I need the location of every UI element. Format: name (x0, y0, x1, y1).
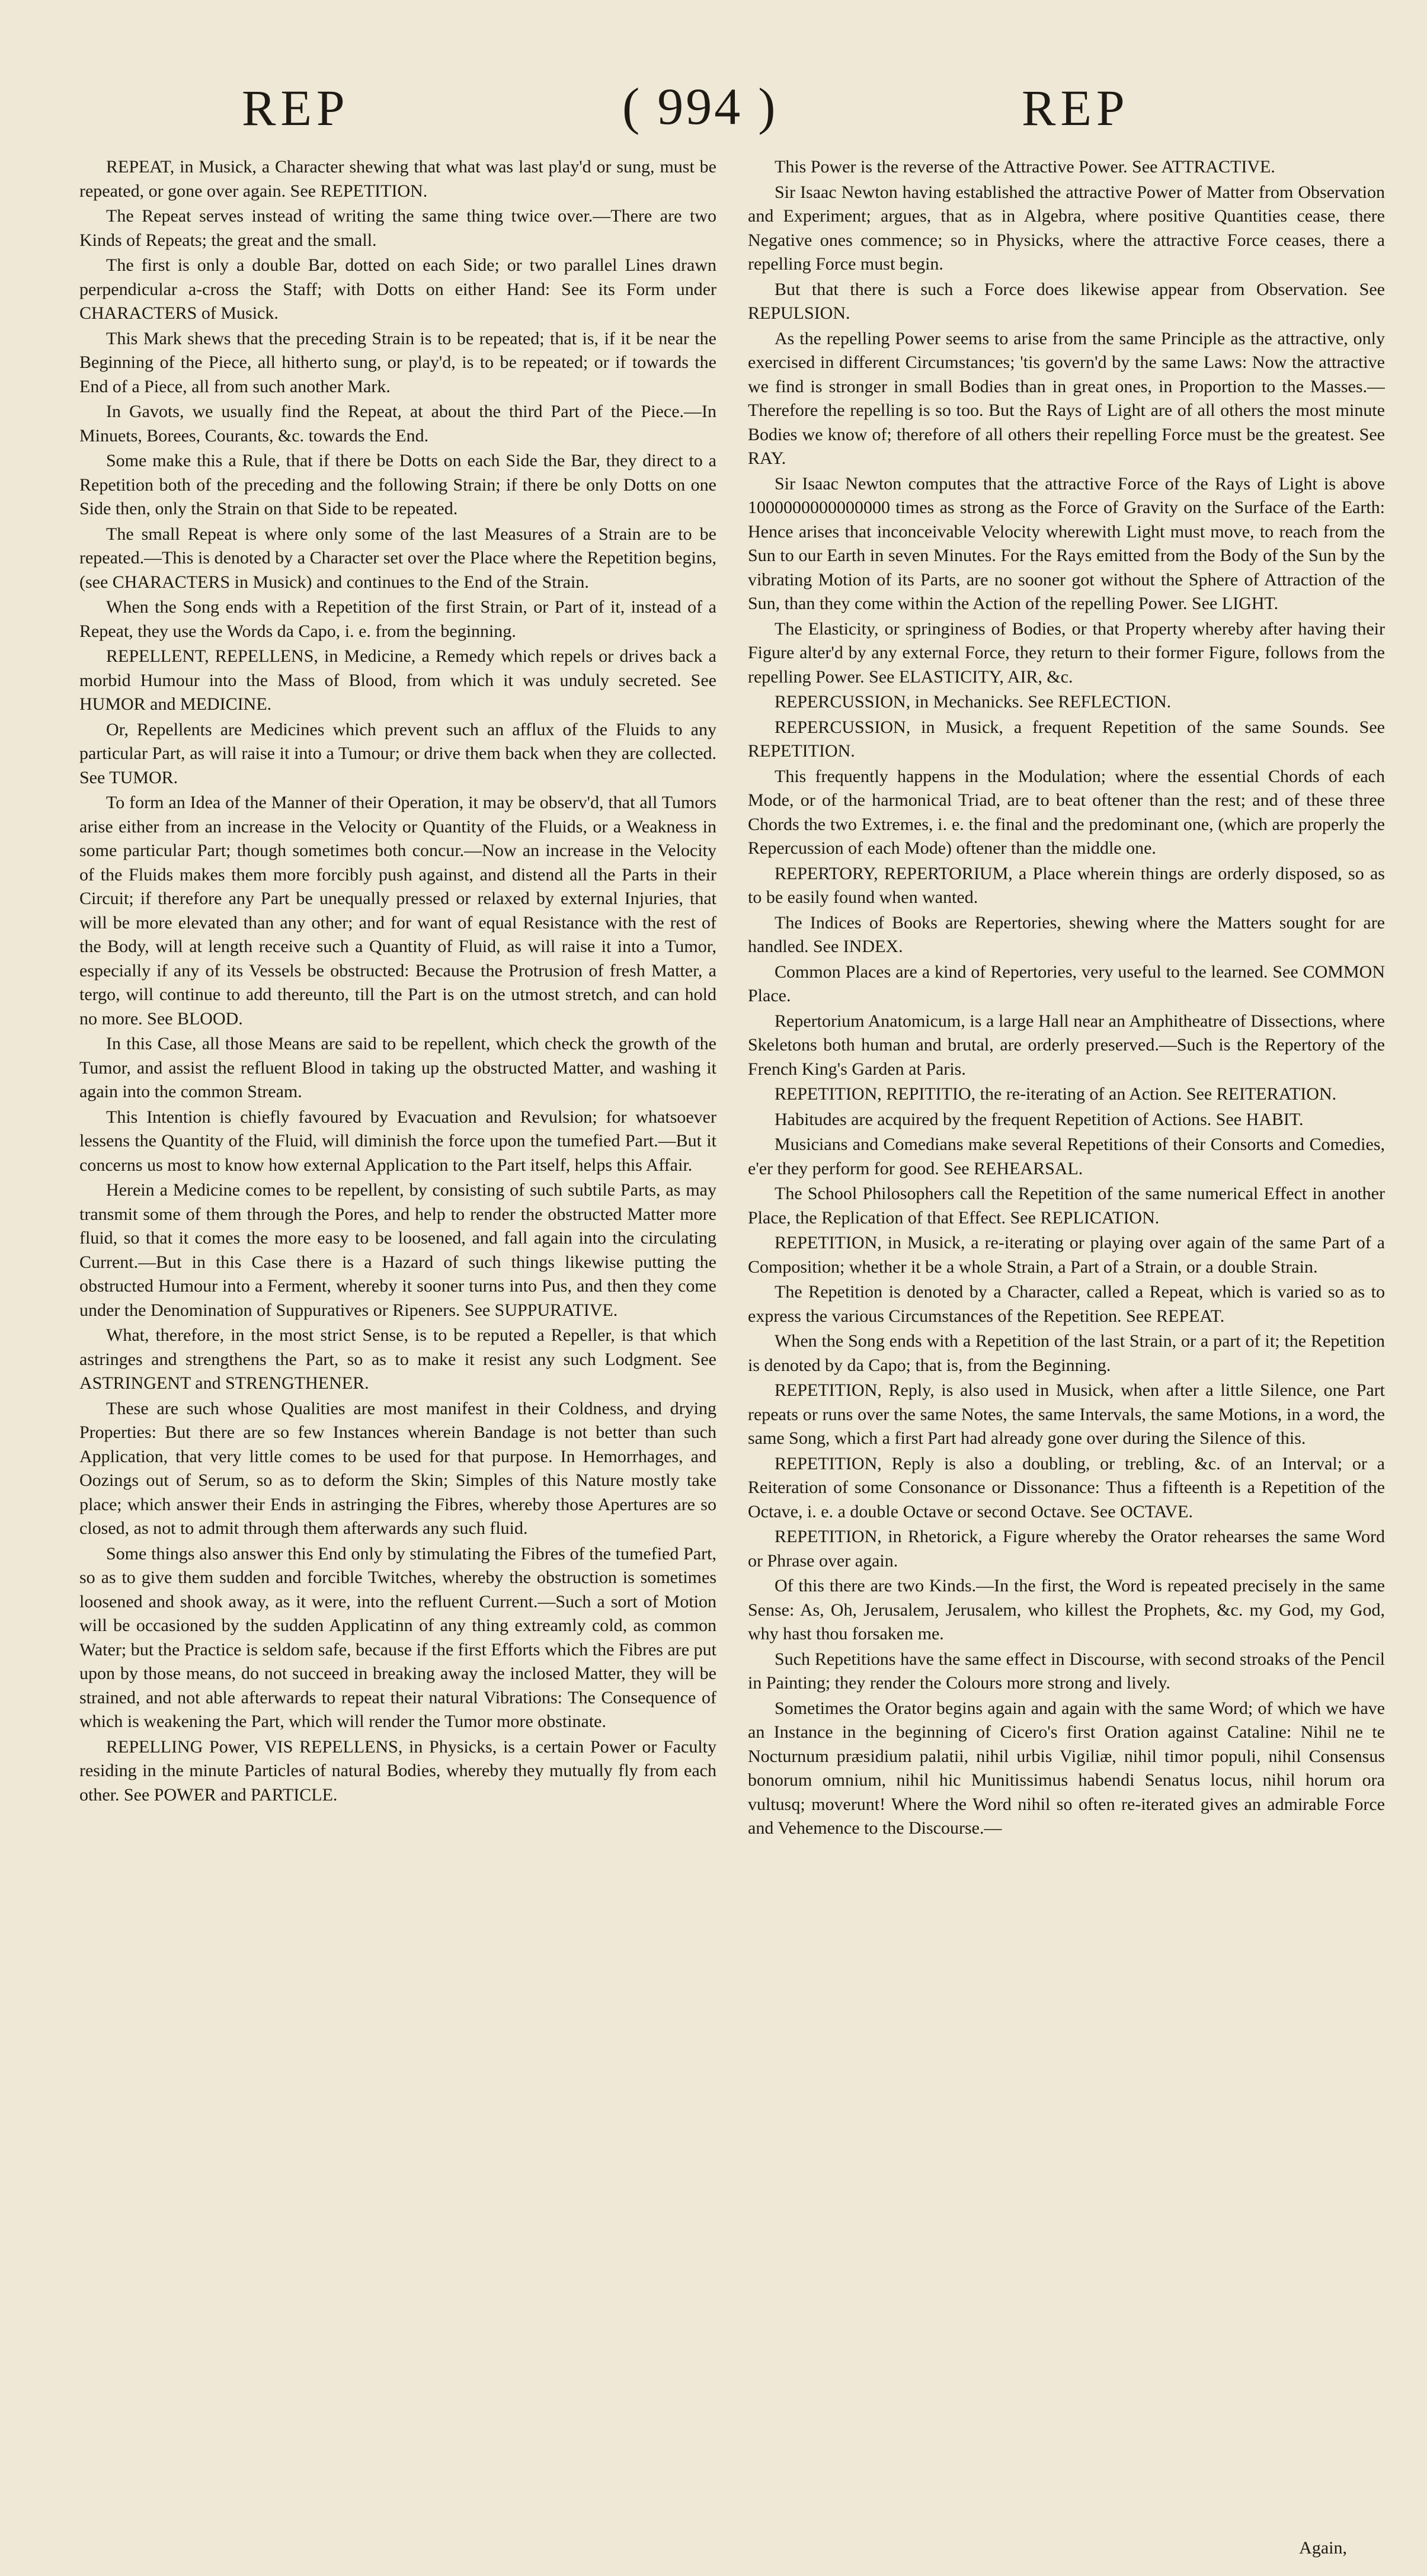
paragraph: REPERTORY, REPERTORIUM, a Place wherein things are orderly disposed, so as to be easily found when wanted. (748, 863, 1385, 907)
paragraph: This Power is the reverse of the Attractive Power. See ATTRACTIVE. (775, 157, 1275, 177)
paragraph: Sir Isaac Newton having established the attractive Power of Matter from Observation and Experiment; argues, that as in Algebra, where positive Quantities cease, there Negative ones commence; so in Physicks, where the attractive Force ceases, there a repelling Force must begin. (748, 182, 1385, 274)
paragraph: As the repelling Power seems to arise from the same Principle as the attractive, only exercised in different Circumstances; 'tis govern'd by the same Laws: Now the attractive we find is stronger in small Bodies than in great ones, in Proportion to the Masses.—Therefore the repelling is so too. But the Rays of Light are of all others the most minute Bodies we know of; therefore of all others their repelling Force must be the greatest. See RAY. (748, 328, 1385, 468)
paragraph: The Indices of Books are Repertories, shewing where the Matters sought for are handled. See INDEX. (748, 912, 1385, 956)
paragraph: This Intention is chiefly favoured by Evacuation and Revulsion; for whatsoever lessens the Quantity of the Fluid, will diminish the force upon the tumefied Part.—But it concerns us most to know how external Application to the Part itself, helps this Affair. (79, 1107, 716, 1175)
paragraph: Of this there are two Kinds.—In the first, the Word is repeated precisely in the same Sense: As, Oh, Jerusalem, Jerusalem, who killest the Prophets, &c. my God, my God, why hast thou forsaken me. (748, 1576, 1385, 1643)
running-head-left: REP (242, 79, 350, 136)
paragraph: The first is only a double Bar, dotted on each Side; or two parallel Lines drawn perpendicular a-cross the Staff; with Dotts on either Hand: See its Form under CHARACTERS of Musick. (79, 255, 716, 323)
paragraph: Some things also answer this End only by stimulating the Fibres of the tumefied Part, so as to give them sudden and forcible Twitches, whereby the obstruction is sometimes loosened and shook away, as it were, into the refluent Current.—Such a sort of Motion will be occasioned by the sudden Applicatinn of any thing extreamly cold, as common Water; but the Practice is seldom safe, because if the first Efforts which the Fibres are put upon by those means, do not succeed in breaking away the inclosed Matter, they will be strained, and not able afterwards to repeat their natural Vibrations: The Consequence of which is weakening the Part, which will render the Tumor more obstinate. (79, 1543, 716, 1731)
paragraph: REPEAT, in Musick, a Character shewing that what was last play'd or sung, must be repeated, or gone over again. See REPETITION. (79, 157, 716, 201)
paragraph: The Elasticity, or springiness of Bodies, or that Property whereby after having their Figure alter'd by any external Force, they return to their former Figure, follows from the repelling Power. See ELASTICITY, AIR, &c. (748, 619, 1385, 687)
paragraph: REPETITION, in Musick, a re-iterating or playing over again of the same Part of a Composition; whether it be a whole Strain, a Part of a Strain, or a double Strain. (748, 1233, 1385, 1277)
paragraph: Musicians and Comedians make several Repetitions of their Consorts and Comedies, e'er they perform for good. See REHEARSAL. (748, 1135, 1385, 1178)
paragraph: REPETITION, REPITITIO, the re-iterating of an Action. See REITERATION. (775, 1084, 1337, 1104)
paragraph: Repertorium Anatomicum, is a large Hall near an Amphitheatre of Dissections, where Skeletons both human and brutal, are orderly preserved.—Such is the Repertory of the French King's Garden at Paris. (748, 1011, 1385, 1079)
paragraph: REPETITION, Reply is also a doubling, or trebling, &c. of an Interval; or a Reiteration of some Consonance or Dissonance: Thus a fifteenth is a Repetition of the Octave, i. e. a double Octave or second Octave. See OCTAVE. (748, 1453, 1385, 1521)
page-header (0, 71, 1427, 148)
paragraph: But that there is such a Force does likewise appear from Observation. See REPULSION. (748, 279, 1385, 323)
paragraph: The Repeat serves instead of writing the same thing twice over.—There are two Kinds of Repeats; the great and the small. (79, 206, 716, 250)
paragraph: These are such whose Qualities are most manifest in their Coldness, and drying Properties: But there are so few Instances wherein Bandage is not better than such Application, that very little comes to be used for that purpose. In Hemorrhages, and Oozings out of Serum, so as to deform the Skin; Simples of this Nature mostly take place; which answer their Ends in astringing the Fibres, whereby those Apertures are so closed, as not to admit through them afterwards any such fluid. (79, 1398, 716, 1538)
paragraph: When the Song ends with a Repetition of the first Strain, or Part of it, instead of a Repeat, they use the Words da Capo, i. e. from the beginning. (79, 597, 716, 641)
paragraph: What, therefore, in the most strict Sense, is to be reputed a Repeller, is that which astringes and strengthens the Part, so as to make it resist any such Lodgment. See ASTRINGENT and STRENGTHENER. (79, 1325, 716, 1393)
paragraph: Sometimes the Orator begins again and again with the same Word; of which we have an Instance in the beginning of Cicero's first Oration against Cataline: Nihil ne te Nocturnum præsidium palatii, nihil urbis Vigiliæ, nihil timor populi, nihil Consensus bonorum omnium, nihil hic Munitissimus habendi Senatus locus, nihil horum ora vultusq; moverunt! Where the Word nihil so often re-iterated gives an admirable Force and Vehemence to the Discourse.— (748, 1698, 1385, 1838)
running-head-right: REP (1022, 79, 1130, 136)
paragraph: Some make this a Rule, that if there be Dotts on each Side the Bar, they direct to a Repetition both of the preceding and the following Strain; if there be only Dotts on one Side then, only the Strain on that Side to be repeated. (79, 451, 716, 518)
catchword: Again, (1299, 2538, 1347, 2558)
right-column (748, 155, 1385, 2561)
paragraph: REPERCUSSION, in Musick, a frequent Repetition of the same Sounds. See REPETITION. (748, 717, 1385, 761)
paragraph: Such Repetitions have the same effect in Discourse, with second stroaks of the Pencil in Painting; they render the Colours more strong and lively. (748, 1649, 1385, 1693)
paragraph: REPERCUSSION, in Mechanicks. See REFLECTION. (775, 692, 1172, 712)
paragraph: This Mark shews that the preceding Strain is to be repeated; that is, if it be near the Beginning of the Piece, all hitherto sung, or play'd, is to be repeated; or if towards the End of a Piece, all from such another Mark. (79, 328, 716, 396)
paragraph: To form an Idea of the Manner of their Operation, it may be observ'd, that all Tumors arise either from an increase in the Velocity or Quantity of the Fluids, or a Weakness in some particular Part; though sometimes both concur.—Now an increase in the Velocity of the Fluids makes them more forcibly push against, and distend all the Parts in their Circuit; if therefore any Part be unequally pressed or relaxed by external Injuries, that will be more elevated than any other; and for want of equal Resistance with the rest of the Body, will at length receive such a Quantity of Fluid, as will raise it into a Tumor, especially if any of its Vessels be obstructed: Because the Protrusion of fresh Matter, a tergo, will continue to add thereunto, till the Part is on the utmost stretch, and can hold no more. See BLOOD. (79, 793, 716, 1029)
paragraph: The School Philosophers call the Repetition of the same numerical Effect in another Place, the Replication of that Effect. See REPLICATION. (748, 1184, 1385, 1228)
paragraph: REPETITION, in Rhetorick, a Figure whereby the Orator rehearses the same Word or Phrase over again. (748, 1527, 1385, 1571)
paragraph: When the Song ends with a Repetition of the last Strain, or a part of it; the Repetition is denoted by da Capo; that is, from the Beginning. (748, 1331, 1385, 1375)
paragraph: In this Case, all those Means are said to be repellent, which check the growth of the Tumor, and assist the refluent Blood in taking up the obstructed Matter, and washing it again into the common Stream. (79, 1034, 716, 1101)
paragraph: Herein a Medicine comes to be repellent, by consisting of such subtile Parts, as may transmit some of them through the Pores, and help to render the obstructed Matter more fluid, so that it comes the more easy to be loosened, and fall again into the circulating Current.—But in this Case there is a Hazard of such things likewise putting the obstructed Humour into a Ferment, whereby it sooner turns into Pus, and then they come under the Denomination of Suppuratives or Ripeners. See SUPPURATIVE. (79, 1180, 716, 1320)
paragraph: Or, Repellents are Medicines which prevent such an afflux of the Fluids to any particular Part, as will raise it into a Tumour; or drive them back when they are collected. See TUMOR. (79, 719, 716, 787)
paragraph: REPETITION, Reply, is also used in Musick, when after a little Silence, one Part repeats or runs over the same Notes, the same Intervals, the same Motions, in a word, the same Song, which a first Part had already gone over during the Silence of this. (748, 1380, 1385, 1448)
paragraph: Common Places are a kind of Repertories, very useful to the learned. See COMMON Place. (748, 962, 1385, 1005)
paragraph: REPELLING Power, VIS REPELLENS, in Physicks, is a certain Power or Faculty residing in the minute Particles of natural Bodies, whereby they mutually fly from each other. See POWER and PARTICLE. (79, 1736, 716, 1805)
paragraph: Habitudes are acquired by the frequent Repetition of Actions. See HABIT. (775, 1109, 1304, 1129)
paragraph: This frequently happens in the Modulation; where the essential Chords of each Mode, or of the harmonical Triad, are to beat oftener than the rest; and of these three Chords the two Extremes, i. e. the final and the predominant one, (which are properly the Repercussion of each Mode) oftener than the middle one. (748, 766, 1385, 858)
page-number: ( 994 ) (622, 78, 778, 136)
paragraph: The Repetition is denoted by a Character, called a Repeat, which is varied so as to express the various Circumstances of the Repetition. See REPEAT. (748, 1282, 1385, 1326)
paragraph: In Gavots, we usually find the Repeat, at about the third Part of the Piece.—In Minuets, Borees, Courants, &c. towards the End. (79, 402, 716, 446)
paragraph: REPELLENT, REPELLENS, in Medicine, a Remedy which repels or drives back a morbid Humour into the Mass of Blood, from which it was unduly secreted. See HUMOR and MEDICINE. (79, 646, 716, 714)
paragraph: The small Repeat is where only some of the last Measures of a Strain are to be repeated.—This is denoted by a Character set over the Place where the Repetition begins, (see CHARACTERS in Musick) and continues to the End of the Strain. (79, 524, 716, 592)
paragraph: Sir Isaac Newton computes that the attractive Force of the Rays of Light is above 1000000000000000 times as strong as the Force of Gravity on the Surface of the Earth: Hence arises that inconceivable Velocity wherewith Light must move, to reach from the Sun to our Earth in seven Minutes. For the Rays emitted from the Body of the Sun by the vibrating Motion of its Parts, are no sooner got without the Sphere of Attraction of the Sun, than they come within the Action of the repelling Power. See LIGHT. (748, 473, 1385, 613)
left-column (79, 155, 716, 2561)
